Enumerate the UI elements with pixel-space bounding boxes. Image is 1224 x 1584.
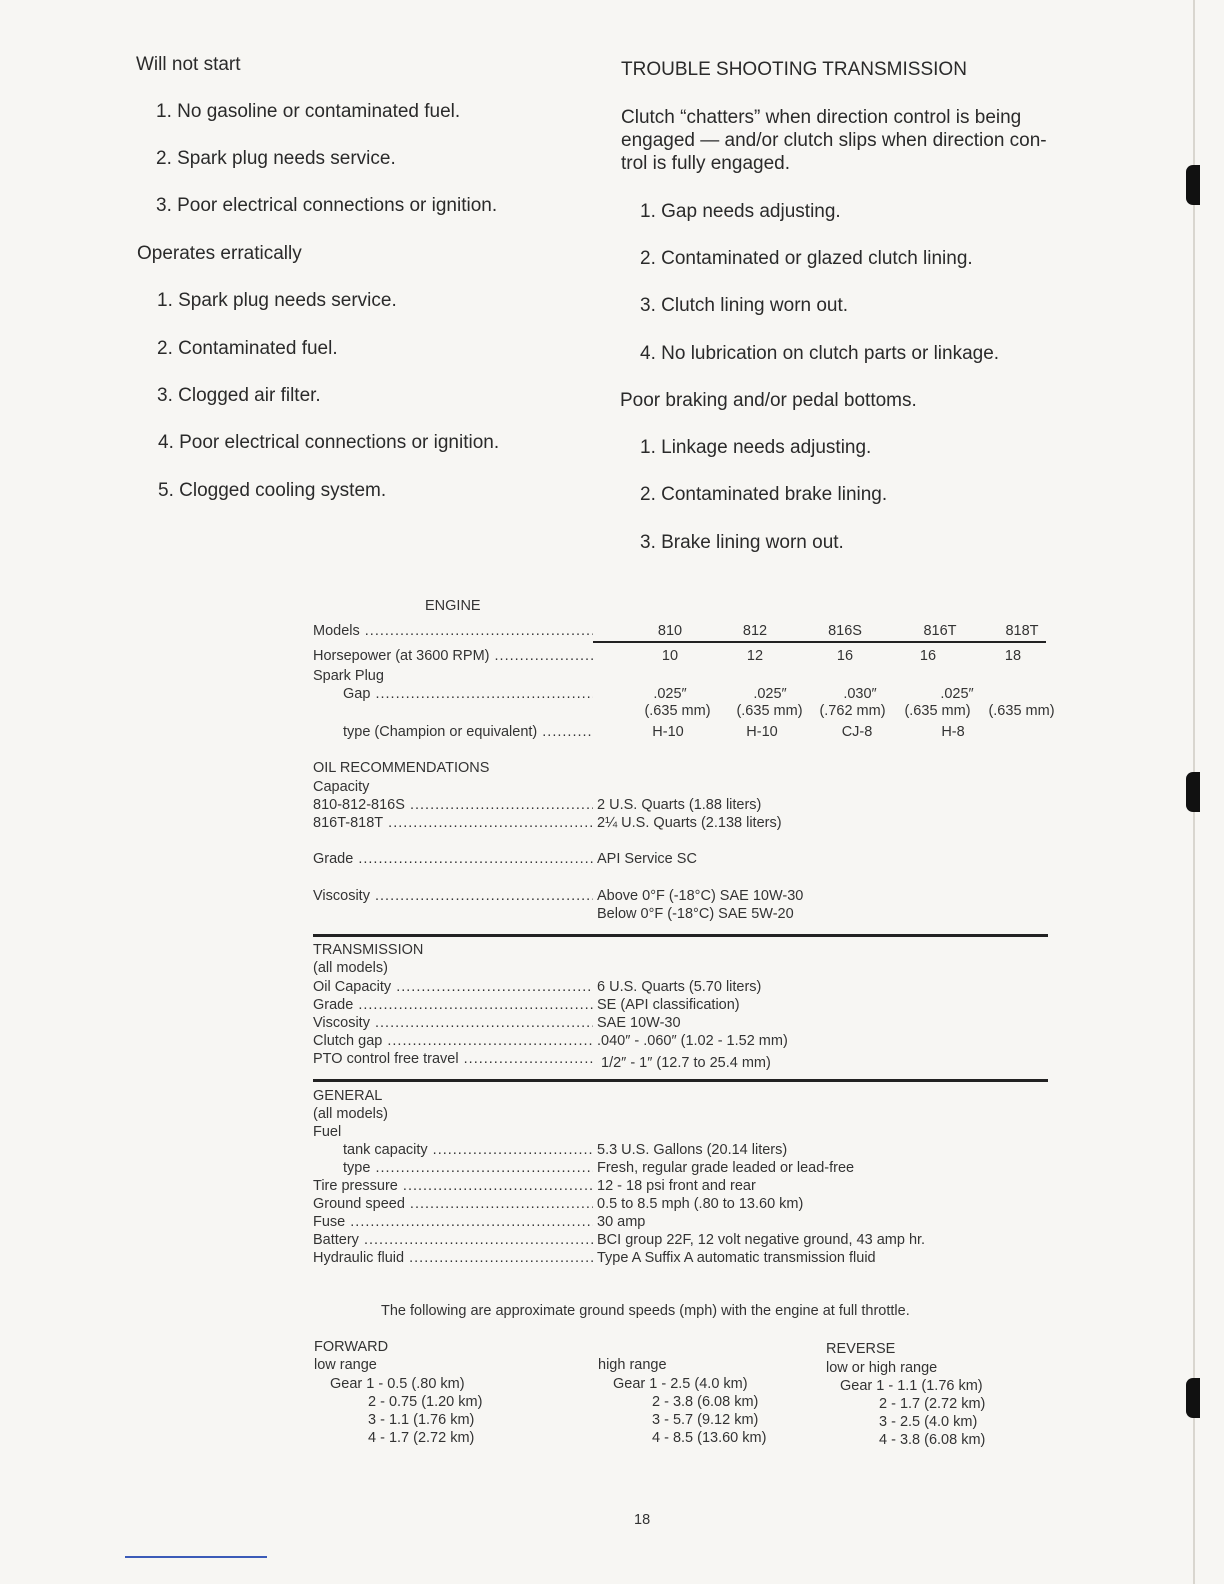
low-range-label: low range xyxy=(314,1357,377,1373)
spec-label: Viscosity ..... xyxy=(313,888,593,904)
spec-value: 12 - 18 psi front and rear xyxy=(597,1178,756,1194)
spec-value: Type A Suffix A automatic transmission fluid xyxy=(597,1250,876,1266)
spec-label: Tire pressure ..... xyxy=(313,1178,593,1194)
gear-row: 4 - 1.7 (2.72 km) xyxy=(368,1430,475,1446)
gear-row: Gear 1 - 0.5 (.80 km) xyxy=(330,1376,465,1392)
spec-value: 0.5 to 8.5 mph (.80 to 13.60 km) xyxy=(597,1196,804,1212)
gap-inch-cell: .025″ xyxy=(653,686,687,702)
gear-row: 2 - 0.75 (1.20 km) xyxy=(368,1394,483,1410)
list-item: 5. Clogged cooling system. xyxy=(158,480,387,501)
spec-label: Models ..... xyxy=(313,623,593,639)
gap-inch-cell: .025″ xyxy=(940,686,974,702)
clutch-intro-line: Clutch “chatters” when direction control is being xyxy=(621,107,1022,128)
spec-value: 2¼ U.S. Quarts (2.138 liters) xyxy=(597,815,782,831)
list-item: 2. Contaminated or glazed clutch lining. xyxy=(640,248,973,269)
horsepower-cell: 12 xyxy=(746,648,764,664)
spec-label: Gap ..... xyxy=(343,686,593,702)
transmission-subtitle: (all models) xyxy=(313,960,388,976)
clutch-intro-line: trol is fully engaged. xyxy=(621,153,790,174)
spec-value: 1/2″ - 1″ (12.7 to 25.4 mm) xyxy=(601,1055,771,1071)
section-divider xyxy=(313,934,1048,937)
spec-label: Grade ..... xyxy=(313,997,593,1013)
list-item: 1. Gap needs adjusting. xyxy=(640,201,841,222)
plug-type-cell: CJ-8 xyxy=(841,724,873,740)
spec-value: Fresh, regular grade leaded or lead-free xyxy=(597,1160,855,1176)
list-item: 3. Clutch lining worn out. xyxy=(640,295,849,316)
spec-label: Fuse ..... xyxy=(313,1214,593,1230)
list-item: 4. Poor electrical connections or ignition. xyxy=(158,432,500,453)
spec-label: tank capacity ..... xyxy=(343,1142,593,1158)
spec-label: Clutch gap ..... xyxy=(313,1033,593,1049)
model-cell: 816S xyxy=(828,623,862,639)
transmission-title: TRANSMISSION xyxy=(313,942,424,958)
spec-label: Viscosity ..... xyxy=(313,1015,593,1031)
list-item: 2. Contaminated fuel. xyxy=(157,338,338,359)
gear-row: 4 - 3.8 (6.08 km) xyxy=(879,1432,986,1448)
list-item: 1. Linkage needs adjusting. xyxy=(640,437,872,458)
spec-value: 5.3 U.S. Gallons (20.14 liters) xyxy=(597,1142,788,1158)
spec-value: BCI group 22F, 12 volt negative ground, 43 amp hr. xyxy=(597,1232,926,1248)
reverse-title: REVERSE xyxy=(826,1341,896,1357)
plug-type-cell: H-8 xyxy=(941,724,965,740)
gear-row: 3 - 5.7 (9.12 km) xyxy=(652,1412,759,1428)
spec-value: API Service SC xyxy=(597,851,697,867)
transmission-troubleshooting-title: TROUBLE SHOOTING TRANSMISSION xyxy=(621,59,967,80)
list-item: 3. Brake lining worn out. xyxy=(640,532,844,553)
model-cell: 816T xyxy=(923,623,957,639)
gear-row: Gear 1 - 1.1 (1.76 km) xyxy=(840,1378,983,1394)
gear-row: 2 - 3.8 (6.08 km) xyxy=(652,1394,759,1410)
general-title: GENERAL xyxy=(313,1088,383,1104)
spec-value: SAE 10W-30 xyxy=(597,1015,681,1031)
clutch-intro-line: engaged — and/or clutch slips when direction con- xyxy=(621,130,1047,151)
spec-label: type ..... xyxy=(343,1160,593,1176)
horsepower-cell: 16 xyxy=(919,648,937,664)
spec-label: Grade ..... xyxy=(313,851,593,867)
spec-value: Above 0°F (-18°C) SAE 10W-30 xyxy=(597,888,804,904)
list-item: 4. No lubrication on clutch parts or linkage. xyxy=(640,343,1000,364)
reverse-range-label: low or high range xyxy=(826,1360,938,1376)
bottom-edge-line xyxy=(125,1556,267,1558)
thumb-index-tab xyxy=(1186,1378,1200,1418)
will-not-start-heading: Will not start xyxy=(136,54,241,75)
spec-value: 30 amp xyxy=(597,1214,646,1230)
model-cell: 812 xyxy=(742,623,768,639)
plug-type-cell: H-10 xyxy=(746,724,778,740)
gap-mm-cell: (.635 mm) xyxy=(736,703,803,719)
list-item: 1. Spark plug needs service. xyxy=(157,290,397,311)
list-item: 3. Poor electrical connections or ignition. xyxy=(156,195,498,216)
spark-plug-label: Spark Plug xyxy=(313,668,384,684)
spec-value: 2 U.S. Quarts (1.88 liters) xyxy=(597,797,762,813)
section-divider xyxy=(313,1079,1048,1082)
gear-row: 3 - 1.1 (1.76 km) xyxy=(368,1412,475,1428)
thumb-index-tab xyxy=(1186,772,1200,812)
spec-label: PTO control free travel ..... xyxy=(313,1051,593,1067)
spec-label: Battery ..... xyxy=(313,1232,593,1248)
model-cell: 810 xyxy=(657,623,683,639)
gap-inch-cell: .025″ xyxy=(753,686,787,702)
spec-label: 816T-818T ..... xyxy=(313,815,593,831)
speeds-intro: The following are approximate ground speeds (mph) with the engine at full throttle. xyxy=(381,1303,910,1319)
gap-mm-cell: (.635 mm) xyxy=(988,703,1055,719)
spec-value: SE (API classification) xyxy=(597,997,740,1013)
fuel-label: Fuel xyxy=(313,1124,342,1140)
list-item: 2. Contaminated brake lining. xyxy=(640,484,888,505)
high-range-label: high range xyxy=(598,1357,667,1373)
forward-title: FORWARD xyxy=(314,1339,389,1355)
list-item: 2. Spark plug needs service. xyxy=(156,148,396,169)
gear-row: 4 - 8.5 (13.60 km) xyxy=(652,1430,767,1446)
horsepower-cell: 10 xyxy=(661,648,679,664)
spec-value: .040″ - .060″ (1.02 - 1.52 mm) xyxy=(597,1033,788,1049)
horsepower-cell: 16 xyxy=(836,648,854,664)
thumb-index-tab xyxy=(1186,165,1200,205)
spec-label: Horsepower (at 3600 RPM) ..... xyxy=(313,648,593,664)
gear-row: 2 - 1.7 (2.72 km) xyxy=(879,1396,986,1412)
oil-title: OIL RECOMMENDATIONS xyxy=(313,760,490,776)
models-underline xyxy=(593,641,1046,643)
spec-label: type (Champion or equivalent) ..... xyxy=(343,724,593,740)
gap-mm-cell: (.635 mm) xyxy=(644,703,711,719)
operates-erratically-heading: Operates erratically xyxy=(137,243,302,264)
spec-label: 810-812-816S ..... xyxy=(313,797,593,813)
spec-value: Below 0°F (-18°C) SAE 5W-20 xyxy=(597,906,794,922)
page-number: 18 xyxy=(634,1512,651,1528)
spec-label: Oil Capacity ..... xyxy=(313,979,593,995)
gear-row: 3 - 2.5 (4.0 km) xyxy=(879,1414,978,1430)
gap-mm-cell: (.635 mm) xyxy=(904,703,971,719)
horsepower-cell: 18 xyxy=(1004,648,1022,664)
spec-label: Hydraulic fluid ..... xyxy=(313,1250,593,1266)
model-cell: 818T xyxy=(1005,623,1039,639)
general-subtitle: (all models) xyxy=(313,1106,388,1122)
plug-type-cell: H-10 xyxy=(652,724,684,740)
braking-heading: Poor braking and/or pedal bottoms. xyxy=(620,390,917,411)
gap-mm-cell: (.762 mm) xyxy=(819,703,886,719)
list-item: 1. No gasoline or contaminated fuel. xyxy=(156,101,461,122)
spec-label: Ground speed ..... xyxy=(313,1196,593,1212)
gap-inch-cell: .030″ xyxy=(843,686,877,702)
engine-title: ENGINE xyxy=(425,598,481,614)
capacity-label: Capacity xyxy=(313,779,370,795)
list-item: 3. Clogged air filter. xyxy=(157,385,321,406)
gear-row: Gear 1 - 2.5 (4.0 km) xyxy=(613,1376,748,1392)
spec-value: 6 U.S. Quarts (5.70 liters) xyxy=(597,979,762,995)
